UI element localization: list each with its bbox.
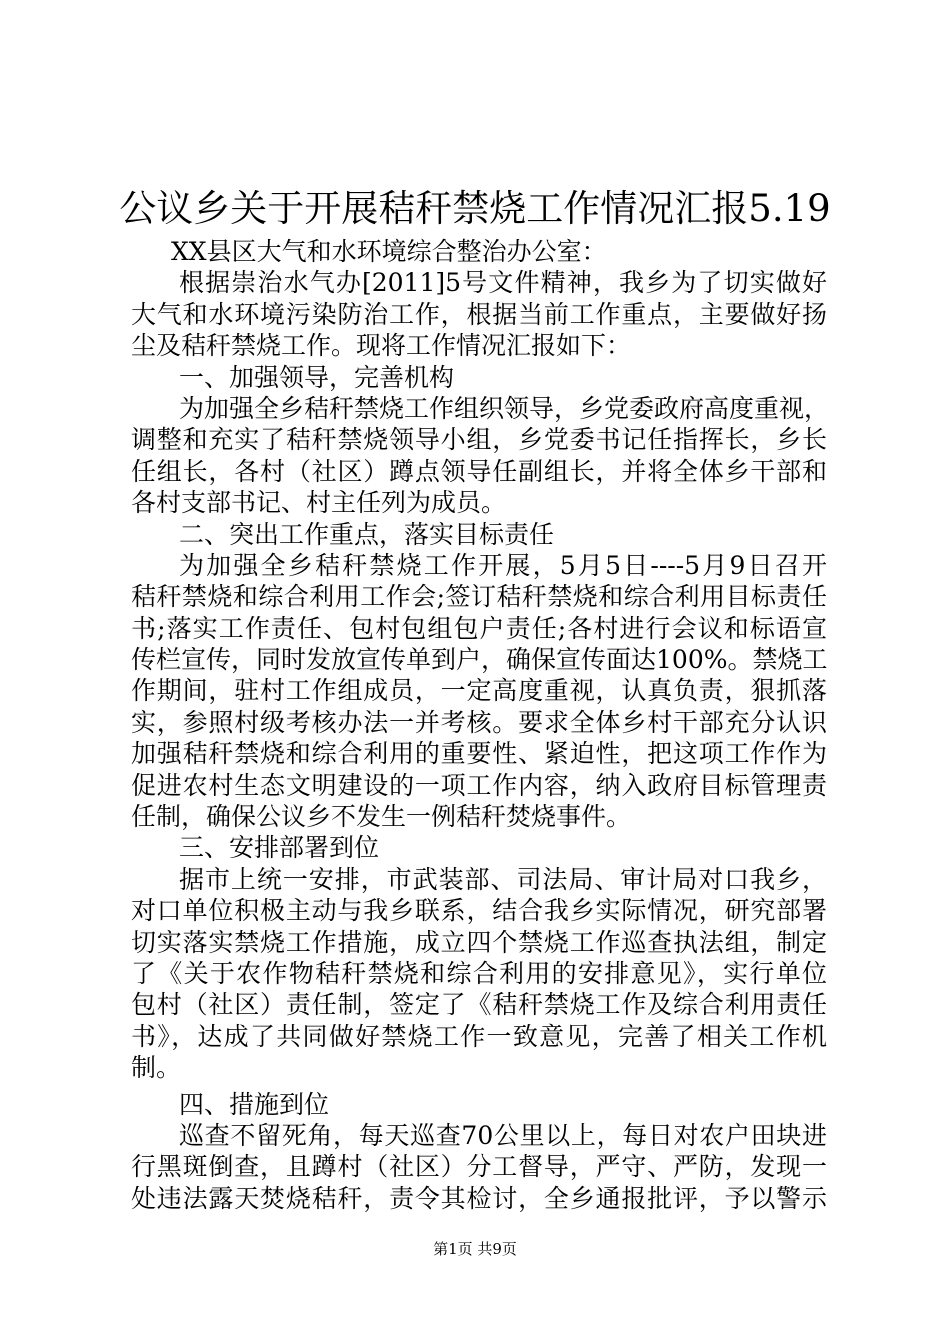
paragraph-line: 大气和水环境污染防治工作，根据当前工作重点，主要做好扬 (131, 299, 827, 329)
paragraph-line: 尘及秸秆禁烧工作。现将工作情况汇报如下： (131, 331, 632, 361)
paragraph-line: 据市上统一安排，市武装部、司法局、审计局对口我乡， (179, 864, 827, 894)
paragraph-line: 包村（社区）责任制，签定了《秸秆禁烧工作及综合利用责任 (131, 990, 827, 1020)
paragraph-line: 秸秆禁烧和综合利用工作会;签订秸秆禁烧和综合利用目标责任 (131, 582, 827, 612)
page-number-footer: 第1页 共9页 (433, 1240, 517, 1258)
paragraph-line: 了《关于农作物秸秆禁烧和综合利用的安排意见》，实行单位 (131, 958, 827, 988)
paragraph-line: 切实落实禁烧工作措施，成立四个禁烧工作巡查执法组，制定 (131, 927, 827, 957)
paragraph-line: 为加强全乡秸秆禁烧工作组织领导，乡党委政府高度重视， (179, 393, 830, 423)
paragraph-line: 根据崇治水气办[2011]5号文件精神，我乡为了切实做好 (179, 268, 827, 298)
paragraph-line: 任组长，各村（社区）蹲点领导任副组长，并将全体乡干部和 (131, 456, 827, 486)
paragraph-line: 对口单位积极主动与我乡联系，结合我乡实际情况，研究部署 (131, 896, 827, 926)
paragraph-line: 为加强全乡秸秆禁烧工作开展，5月5日----5月9日召开 (179, 550, 827, 580)
paragraph-line: 书;落实工作责任、包村包组包户责任;各村进行会议和标语宣 (131, 613, 827, 643)
document-body (131, 236, 830, 1214)
paragraph-line: 实，参照村级考核办法一并考核。要求全体乡村干部充分认识 (131, 707, 827, 737)
salutation: XX县区大气和水环境综合整治办公室： (171, 237, 607, 266)
paragraph-line: 促进农村生态文明建设的一项工作内容，纳入政府目标管理责 (131, 770, 827, 800)
section-heading: 三、安排部署到位 (179, 833, 380, 863)
paragraph-line: 巡查不留死角，每天巡查70公里以上，每日对农户田块进 (179, 1120, 827, 1150)
paragraph-line: 任制，确保公议乡不发生一例秸秆焚烧事件。 (131, 802, 632, 832)
paragraph-line: 作期间，驻村工作组成员，一定高度重视，认真负责，狠抓落 (131, 676, 827, 706)
paragraph-line: 行黑斑倒查，且蹲村（社区）分工督导，严守、严防，发现一 (131, 1152, 827, 1182)
paragraph-line: 调整和充实了秸秆禁烧领导小组，乡党委书记任指挥长，乡长 (131, 425, 827, 455)
section-heading: 二、突出工作重点，落实目标责任 (179, 519, 555, 549)
paragraph-line: 处违法露天焚烧秸秆，责令其检讨，全乡通报批评，予以警示 (131, 1183, 827, 1213)
document-title: 公议乡关于开展秸秆禁烧工作情况汇报5.19 (119, 187, 831, 230)
paragraph-line: 制。 (131, 1053, 182, 1083)
paragraph-line: 加强秸秆禁烧和综合利用的重要性、紧迫性，把这项工作作为 (131, 739, 827, 769)
section-heading: 一、加强领导，完善机构 (179, 362, 455, 392)
paragraph-line: 各村支部书记、村主任列为成员。 (131, 488, 507, 518)
section-heading: 四、措施到位 (179, 1089, 330, 1119)
paragraph-line: 传栏宣传，同时发放宣传单到户，确保宣传面达100%。禁烧工 (131, 645, 828, 675)
paragraph-line: 书》，达成了共同做好禁烧工作一致意见，完善了相关工作机 (131, 1021, 827, 1051)
